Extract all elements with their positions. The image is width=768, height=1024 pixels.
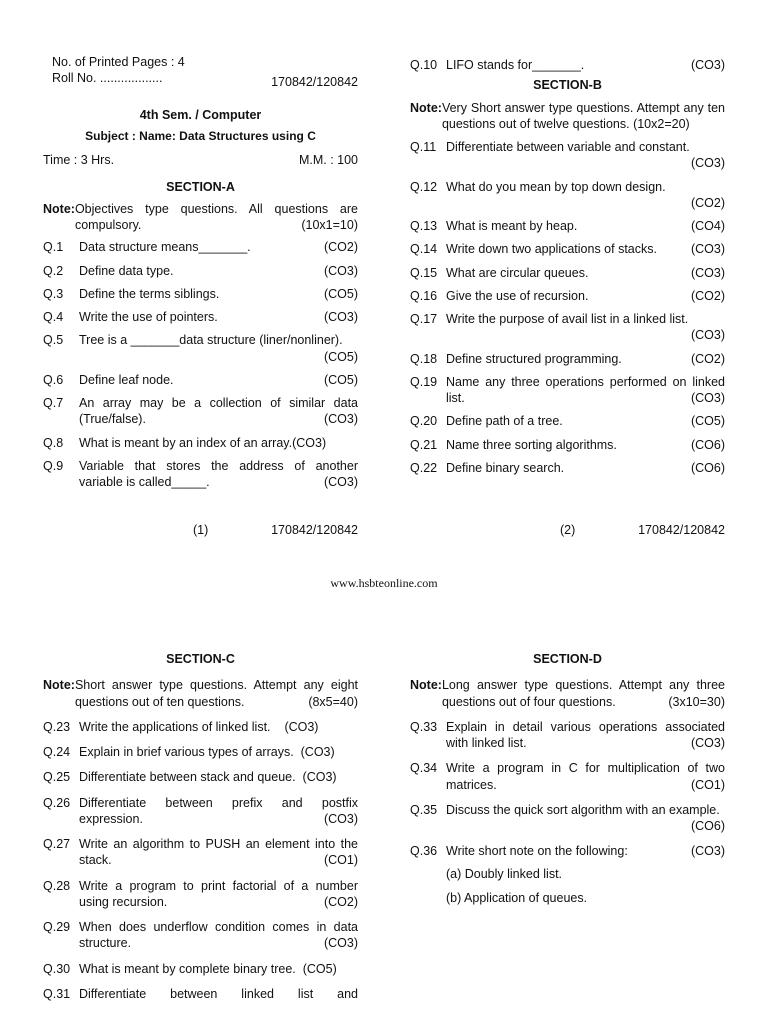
question-34: Q.34 Write a program in C for multiplication of two matrices. (CO1) — [410, 761, 725, 792]
note-text: Long answer type questions. Attempt any three questions out of four questions. — [441, 678, 725, 709]
roll-no: Roll No. .................. — [52, 71, 163, 86]
question-2: Q.2 (CO3) Define data type. — [43, 263, 358, 278]
subitem-a: (a) Doubly linked list. — [446, 866, 563, 881]
note-marks: (3x10=30) — [668, 694, 725, 709]
page-number: (2) — [560, 523, 576, 537]
question-17: Q.17 Write the purpose of avail list in a linked list. (CO3) — [410, 312, 725, 343]
question-13: Q.13 (CO4) What is meant by heap. — [410, 219, 725, 233]
paper-code: 170842/120842 — [271, 75, 358, 90]
question-19: Q.19 Name any three operations performed on linked list. (CO3) — [410, 374, 725, 405]
question-15: Q.15 (CO3) What are circular queues. — [410, 265, 725, 280]
section-b-title: SECTION-B — [533, 78, 602, 93]
question-21: Q.21 (CO6) Name three sorting algorithms. — [410, 437, 725, 452]
question-11: Q.11 Differentiate between variable and constant. (CO3) — [410, 140, 725, 171]
section-a-title: SECTION-A — [166, 179, 235, 194]
section-d-title: SECTION-D — [533, 652, 602, 666]
question-35: Q.35 Discuss the quick sort algorithm with an example. (CO6) — [410, 802, 725, 833]
question-16: Q.16 (CO2) Give the use of recursion. — [410, 288, 725, 303]
note-text: Short answer type questions. Attempt any eight questions out of ten questions. — [74, 678, 358, 709]
note-marks: (10x2=20) — [633, 116, 690, 131]
section-a-questions — [43, 239, 358, 490]
bottom-sheet — [0, 512, 768, 1024]
question-18: Q.18 (CO2) Define structured programming. — [410, 351, 725, 366]
section-b-questions — [410, 139, 725, 476]
note-text: Very Short answer type questions. Attempt any ten questions out of twelve questions. — [441, 100, 725, 131]
printed-pages: No. of Printed Pages : 4 — [52, 55, 185, 69]
question-24: Q.24 Explain in brief various types of arrays. (CO3) — [43, 745, 335, 759]
max-marks: M.M. : 100 — [298, 153, 358, 168]
note-marks: (8x5=40) — [308, 694, 358, 709]
page-number: (1) — [193, 523, 209, 537]
question-31: Q.31 Differentiate between linked list and — [43, 986, 358, 1001]
question-25: Q.25 Differentiate between stack and queue. (CO3) — [43, 770, 337, 785]
question-27: Q.27 Write an algorithm to PUSH an element into the stack. (CO1) — [43, 837, 358, 868]
page-2 — [410, 57, 725, 476]
note-label: Note: — [43, 201, 75, 216]
question-6: Q.6 (CO5) Define leaf node. — [43, 372, 358, 387]
page-1 — [43, 54, 358, 490]
page-4 — [410, 651, 725, 914]
footer-code: 170842/120842 — [271, 523, 358, 537]
question-4: Q.4 (CO3) Write the use of pointers. — [43, 310, 358, 325]
question-8: Q.8 What is meant by an index of an array.(CO3) — [43, 435, 327, 450]
website-watermark: www.hsbteonline.com — [330, 576, 438, 590]
question-7: Q.7 An array may be a collection of similar data (True/false). (CO3) — [43, 396, 358, 427]
note-marks: (10x1=10) — [301, 218, 358, 233]
question-36: Q.36 (CO3) Write short note on the following: — [410, 844, 725, 859]
question-12: Q.12 What do you mean by top down design. (CO2) — [410, 179, 725, 210]
section-c-note — [43, 677, 358, 710]
question-10: Q.10 (CO3) LIFO stands for_______. — [410, 58, 725, 72]
question-29: Q.29 When does underflow condition comes in data structure. (CO3) — [43, 920, 358, 951]
subject-line: Subject : Name: Data Structures using C — [85, 128, 316, 143]
question-1: Q.1 (CO2) Data structure means_______. — [43, 240, 358, 255]
question-14: Q.14 (CO3) Write down two applications of stacks. — [410, 242, 725, 257]
note-text: Objectives type questions. All questions are compulsory. — [74, 201, 358, 233]
semester-line: 4th Sem. / Computer — [139, 107, 262, 122]
subitem-b: (b) Application of queues. — [446, 890, 588, 905]
note-label: Note: — [410, 678, 442, 693]
question-36-subitems — [410, 866, 725, 907]
question-30: Q.30 What is meant by complete binary tree. (CO5) — [43, 961, 337, 976]
note-label: Note: — [410, 100, 442, 115]
question-33: Q.33 Explain in detail various operations associated with linked list. (CO3) — [410, 719, 725, 750]
question-5: Q.5 Tree is a _______data structure (liner/nonliner). (CO5) — [43, 333, 358, 364]
section-b-note — [410, 100, 725, 133]
section-c-questions — [43, 719, 358, 1002]
question-9: Q.9 Variable that stores the address of another variable is called_____. (CO3) — [43, 458, 358, 490]
question-26: Q.26 Differentiate between prefix and postfix expression. (CO3) — [43, 795, 358, 826]
section-d-questions — [410, 719, 725, 906]
question-3: Q.3 (CO5) Define the terms siblings. — [43, 286, 358, 301]
section-c-title: SECTION-C — [166, 652, 235, 666]
section-a-note — [43, 201, 358, 234]
time-label: Time : 3 Hrs. — [43, 153, 115, 168]
question-23: Q.23 Write the applications of linked list. (CO3) — [43, 719, 319, 734]
page-3 — [43, 651, 358, 1002]
question-22: Q.22 (CO6) Define binary search. — [410, 460, 725, 475]
section-d-note — [410, 677, 725, 710]
footer-code: 170842/120842 — [638, 523, 725, 537]
note-label: Note: — [43, 678, 75, 693]
question-28: Q.28 Write a program to print factorial of a number using recursion. (CO2) — [43, 878, 358, 909]
question-20: Q.20 (CO5) Define path of a tree. — [410, 414, 725, 429]
